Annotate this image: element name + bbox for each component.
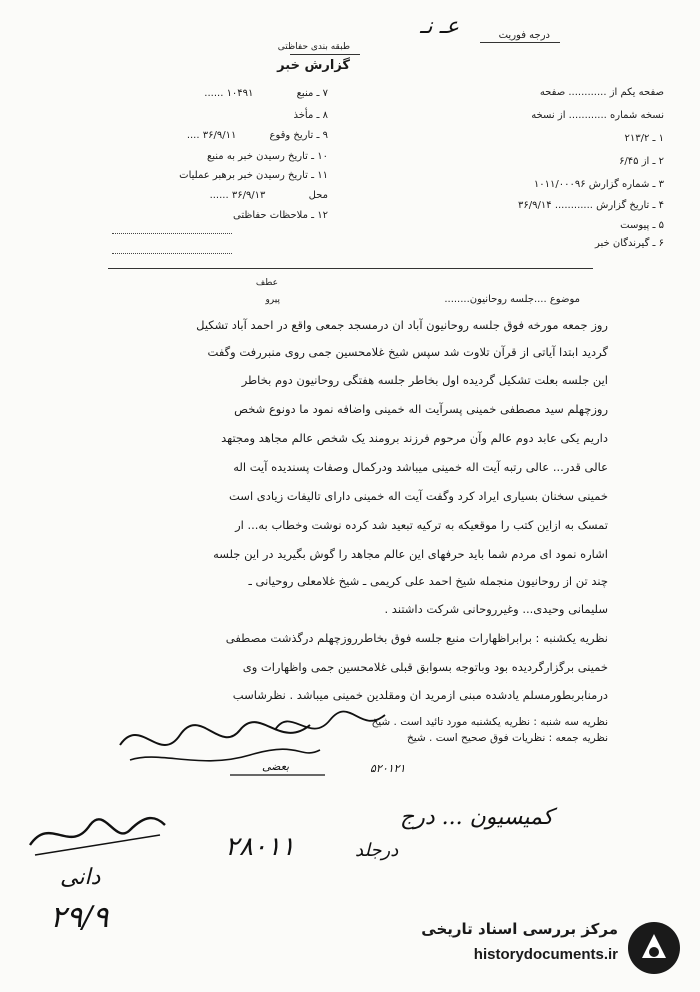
- body-line: گردید ابتدا آیاتی از قرآن تلاوت شد سپس شیخ غلامحسین جمی روی منبررفت وگفت: [207, 345, 608, 359]
- sig-date: ۲۹/۹: [50, 900, 109, 935]
- subject-line: موضوع ....جلسه روحانیون........: [444, 294, 580, 305]
- field-report-date: ۴ ـ تاریخ گزارش ............ ۳۶/۹/۱۴: [518, 200, 664, 211]
- field-location: محل ۳۶/۹/۱۳ ......: [209, 190, 328, 201]
- body-line: اشاره نمود ای مردم شما باید حرفهای این عالم مجاهد را گوش بگیرید در این جلسه: [213, 547, 608, 561]
- field-recipients: ۶ ـ گیرندگان خبر: [594, 238, 664, 249]
- body-line: روز جمعه مورخه فوق جلسه روحانیون آباد ان درمسجد جمعی واقع در احمد آباد تشکیل: [196, 318, 608, 332]
- field-report-number: ۳ ـ شماره گزارش ۱۰۱۱/۰۰۰۹۶: [533, 179, 664, 190]
- classification-value: عـ نـ: [420, 14, 460, 39]
- body-line: چند تن از روحانیون منجمله شیخ احمد علی کریمی ـ شیخ غلامعلی روحیانی ـ: [248, 574, 608, 588]
- body-line: این جلسه بعلت تشکیل گردیده اول بخاطر جلسه هفتگی روحانیون دوم بخاطر: [241, 373, 608, 387]
- body-line: روزچهلم سید مصطفی خمینی پسرآیت اله خمینی واضافه نمود ما دونوع شخص: [234, 402, 608, 416]
- field-source: ۷ ـ منبع ۱۰۴۹۱ ......: [204, 88, 328, 99]
- watermark-url: historydocuments.ir: [473, 946, 618, 963]
- handwritten-signature-2: [270, 700, 390, 750]
- watermark-logo-icon: [626, 920, 682, 976]
- org-label: طبقه بندی حفاظتی: [277, 42, 350, 52]
- report-title: گزارش خبر: [277, 58, 350, 73]
- field-occurrence-date: ۹ ـ تاریخ وقوع ۳۶/۹/۱۱ ....: [186, 130, 328, 141]
- field-attachment: ۵ ـ پیوست: [620, 220, 664, 231]
- note-line: درمنابربطورمسلم یادشده مبنی ازمرید ان ومقلدین خمینی میباشد . نظرشاسب: [232, 688, 608, 702]
- body-line: داریم یکی عابد دوم عالم وآن مرحوم فرزند برومند یک شخص عالم مجاهد ومجتهد: [221, 431, 608, 445]
- note-line: خمینی برگزارگردیده بود وباتوجه بسوابق قبلی غلامحسین جمی واظهارات وی: [242, 660, 608, 674]
- field-1: ۱ ـ ۲۱۳/۲: [624, 133, 664, 144]
- watermark-org-name: مرکز بررسی اسناد تاریخی: [421, 920, 618, 938]
- sig-commission: کمیسیون ... درج: [400, 805, 554, 830]
- field-security-notes: ۱۲ ـ ملاحظات حفاظتی: [233, 210, 328, 221]
- piro-label: پیرو: [265, 295, 280, 305]
- handwritten-signature-3: [20, 795, 170, 865]
- body-line: خمینی سخنان بسیاری ایراد کرد وگفت آیت اله خمینی دارای تالیفات زیادی است: [229, 489, 608, 503]
- field-reference: ۸ ـ مأخذ: [293, 110, 328, 121]
- field-page: صفحه یکم از ............ صفحه: [539, 87, 664, 98]
- atf-label: عطف: [255, 278, 278, 288]
- body-line: عالی قدر... عالی رتبه آیت اله خمینی میباشد ودرکمال وصفات پسندیده آیت اله: [233, 460, 608, 474]
- note-line: نظریه یکشنبه : برابراظهارات منبع جلسه فوق بخاطرروزچهلم درگذشت مصطفی: [225, 631, 608, 645]
- field-receipt-source: ۱۰ ـ تاریخ رسیدن خبر به منبع: [206, 151, 328, 162]
- sig-text-number: ۵۲۰۱۲۱: [370, 762, 406, 775]
- sig-text-baazi: بعضی: [262, 760, 290, 773]
- body-line: سلیمانی وحیدی... وغیرروحانی شرکت داشتند .: [384, 602, 608, 616]
- watermark: [422, 914, 682, 978]
- sig-darjald: درجلد: [355, 840, 399, 861]
- field-2: ۲ ـ از ۶/۴۵: [619, 156, 664, 167]
- sig-number: ۲۸۰۱۱: [225, 832, 295, 862]
- field-receipt-operations: ۱۱ ـ تاریخ رسیدن خبر برهبر عملیات: [179, 170, 328, 181]
- body-line: تمسک به ازاین کتب را موقعیکه به ترکیه تبعید شد کرده نوشت وخطاب به... ار: [235, 518, 608, 532]
- sig-dani: دانی: [60, 865, 101, 890]
- classification-label: درجه فوریت: [498, 30, 550, 41]
- field-copy: نسخه شماره ............ از نسخه: [531, 110, 664, 121]
- note-line: نظریه جمعه : نظریات فوق صحیح است . شیخ: [406, 732, 608, 744]
- header-divider: [108, 268, 593, 269]
- note-line: نظریه سه شنبه : نظریه یکشنبه مورد تائید است . شیخ: [371, 716, 608, 728]
